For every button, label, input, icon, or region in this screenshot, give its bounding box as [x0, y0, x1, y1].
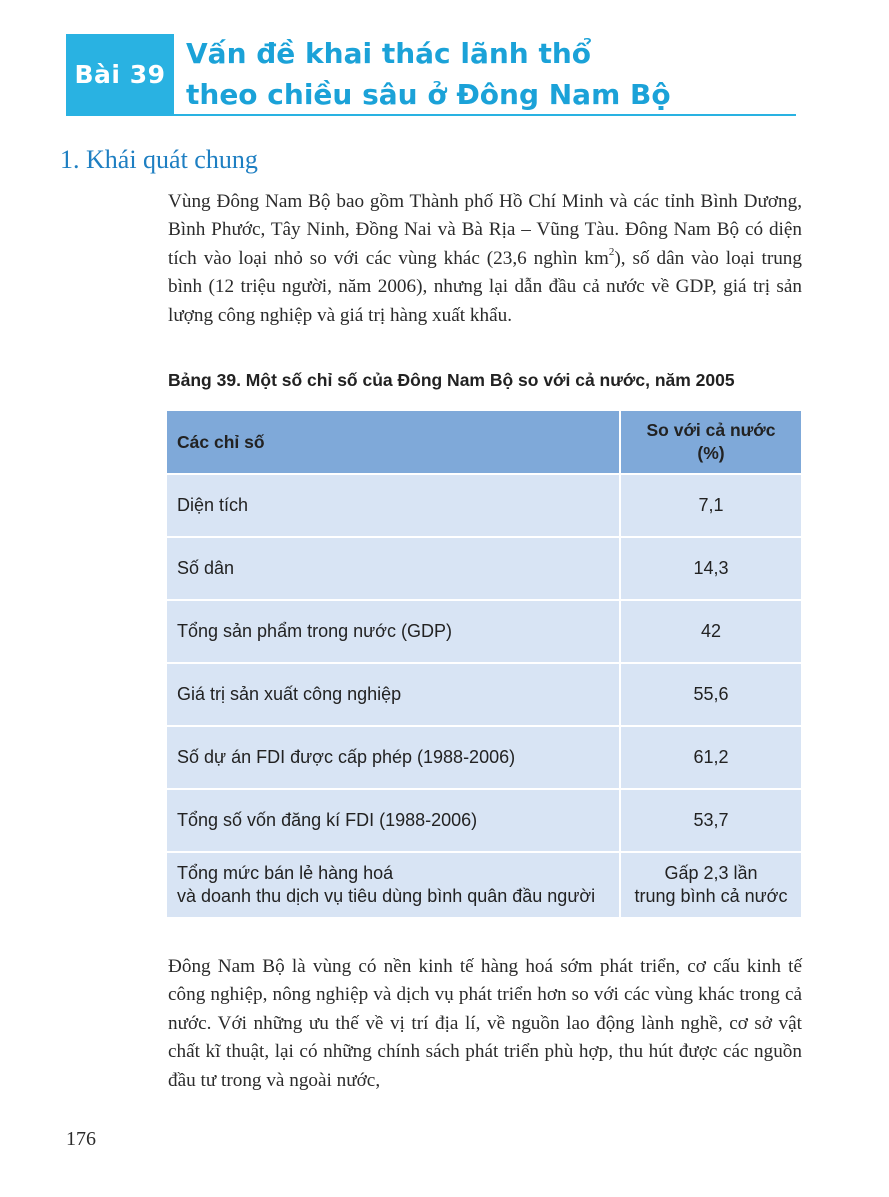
table-row: [167, 663, 801, 726]
header-indicator: Các chỉ số: [167, 411, 620, 474]
intro-paragraph: [168, 188, 802, 330]
indicator-name: Số dân: [167, 537, 620, 600]
table-row: [167, 852, 801, 917]
page-number: 176: [66, 1128, 96, 1150]
table-row: [167, 789, 801, 852]
table-header-row: [167, 411, 801, 474]
indicators-table: [167, 411, 801, 917]
section-heading: 1. Khái quát chung: [60, 145, 258, 174]
indicator-value: [620, 852, 801, 917]
indicator-name-line-2: và doanh thu dịch vụ tiêu dùng bình quân đầu người: [177, 886, 596, 906]
lesson-title-line-2: theo chiều sâu ở Đông Nam Bộ: [186, 78, 671, 111]
lesson-badge: [66, 34, 174, 114]
indicator-name-line-1: Tổng mức bán lẻ hàng hoá: [177, 863, 394, 883]
indicator-value: 55,6: [620, 663, 801, 726]
indicator-value-line-2: trung bình cả nước: [634, 886, 788, 906]
indicator-name: Tổng sản phẩm trong nước (GDP): [167, 600, 620, 663]
indicator-value: 61,2: [620, 726, 801, 789]
indicator-value-line-1: Gấp 2,3 lần: [664, 863, 758, 883]
indicator-name: Số dự án FDI được cấp phép (1988-2006): [167, 726, 620, 789]
header-percent-line-1: So với cả nước: [646, 420, 776, 440]
indicator-value: 42: [620, 600, 801, 663]
table-row: [167, 537, 801, 600]
indicator-value: 7,1: [620, 474, 801, 537]
table-row: [167, 474, 801, 537]
intro-text-part-1: Vùng Đông Nam Bộ bao gồm Thành phố Hồ Chí Minh và các tỉnh Bình Dương, Bình Phước, Tây Ninh, Đồng Nai và Bà Rịa – Vũng Tàu. Đông Nam Bộ có diện tích vào loại nhỏ so với các vùng khác (23,6 nghìn km: [168, 191, 802, 269]
lesson-title: [186, 33, 671, 115]
intro-text-part-2: ), số dân vào loại trung bình (12 triệu người, năm 2006), nhưng lại dẫn đầu cả nước về GDP, giá trị sản lượng công nghiệp và giá trị hàng xuất khẩu.: [168, 247, 802, 326]
table-row: [167, 600, 801, 663]
table-caption: Bảng 39. Một số chỉ số của Đông Nam Bộ so với cả nước, năm 2005: [168, 370, 735, 390]
lesson-label: Bài 39: [74, 59, 166, 89]
indicator-name: [167, 852, 620, 917]
title-divider: [66, 114, 796, 116]
lesson-title-line-1: Vấn đề khai thác lãnh thổ: [186, 37, 592, 70]
indicator-value: 14,3: [620, 537, 801, 600]
table-row: [167, 726, 801, 789]
indicator-name: Tổng số vốn đăng kí FDI (1988-2006): [167, 789, 620, 852]
indicator-name: Giá trị sản xuất công nghiệp: [167, 663, 620, 726]
economy-paragraph: Đông Nam Bộ là vùng có nền kinh tế hàng hoá sớm phát triển, cơ cấu kinh tế công nghiệp, nông nghiệp và dịch vụ phát triển hơn so với các vùng khác trong cả nước. Với những ưu thế về vị trí địa lí, về nguồn lao động lành nghề, cơ sở vật chất kĩ thuật, lại có những chính sách phát triển phù hợp, thu hút được các nguồn đầu tư trong và ngoài nước,: [168, 956, 802, 1091]
indicator-name: Diện tích: [167, 474, 620, 537]
indicator-value: 53,7: [620, 789, 801, 852]
superscript: 2: [608, 246, 615, 259]
header-percent-line-2: (%): [697, 443, 725, 463]
header-percent: [620, 411, 801, 474]
